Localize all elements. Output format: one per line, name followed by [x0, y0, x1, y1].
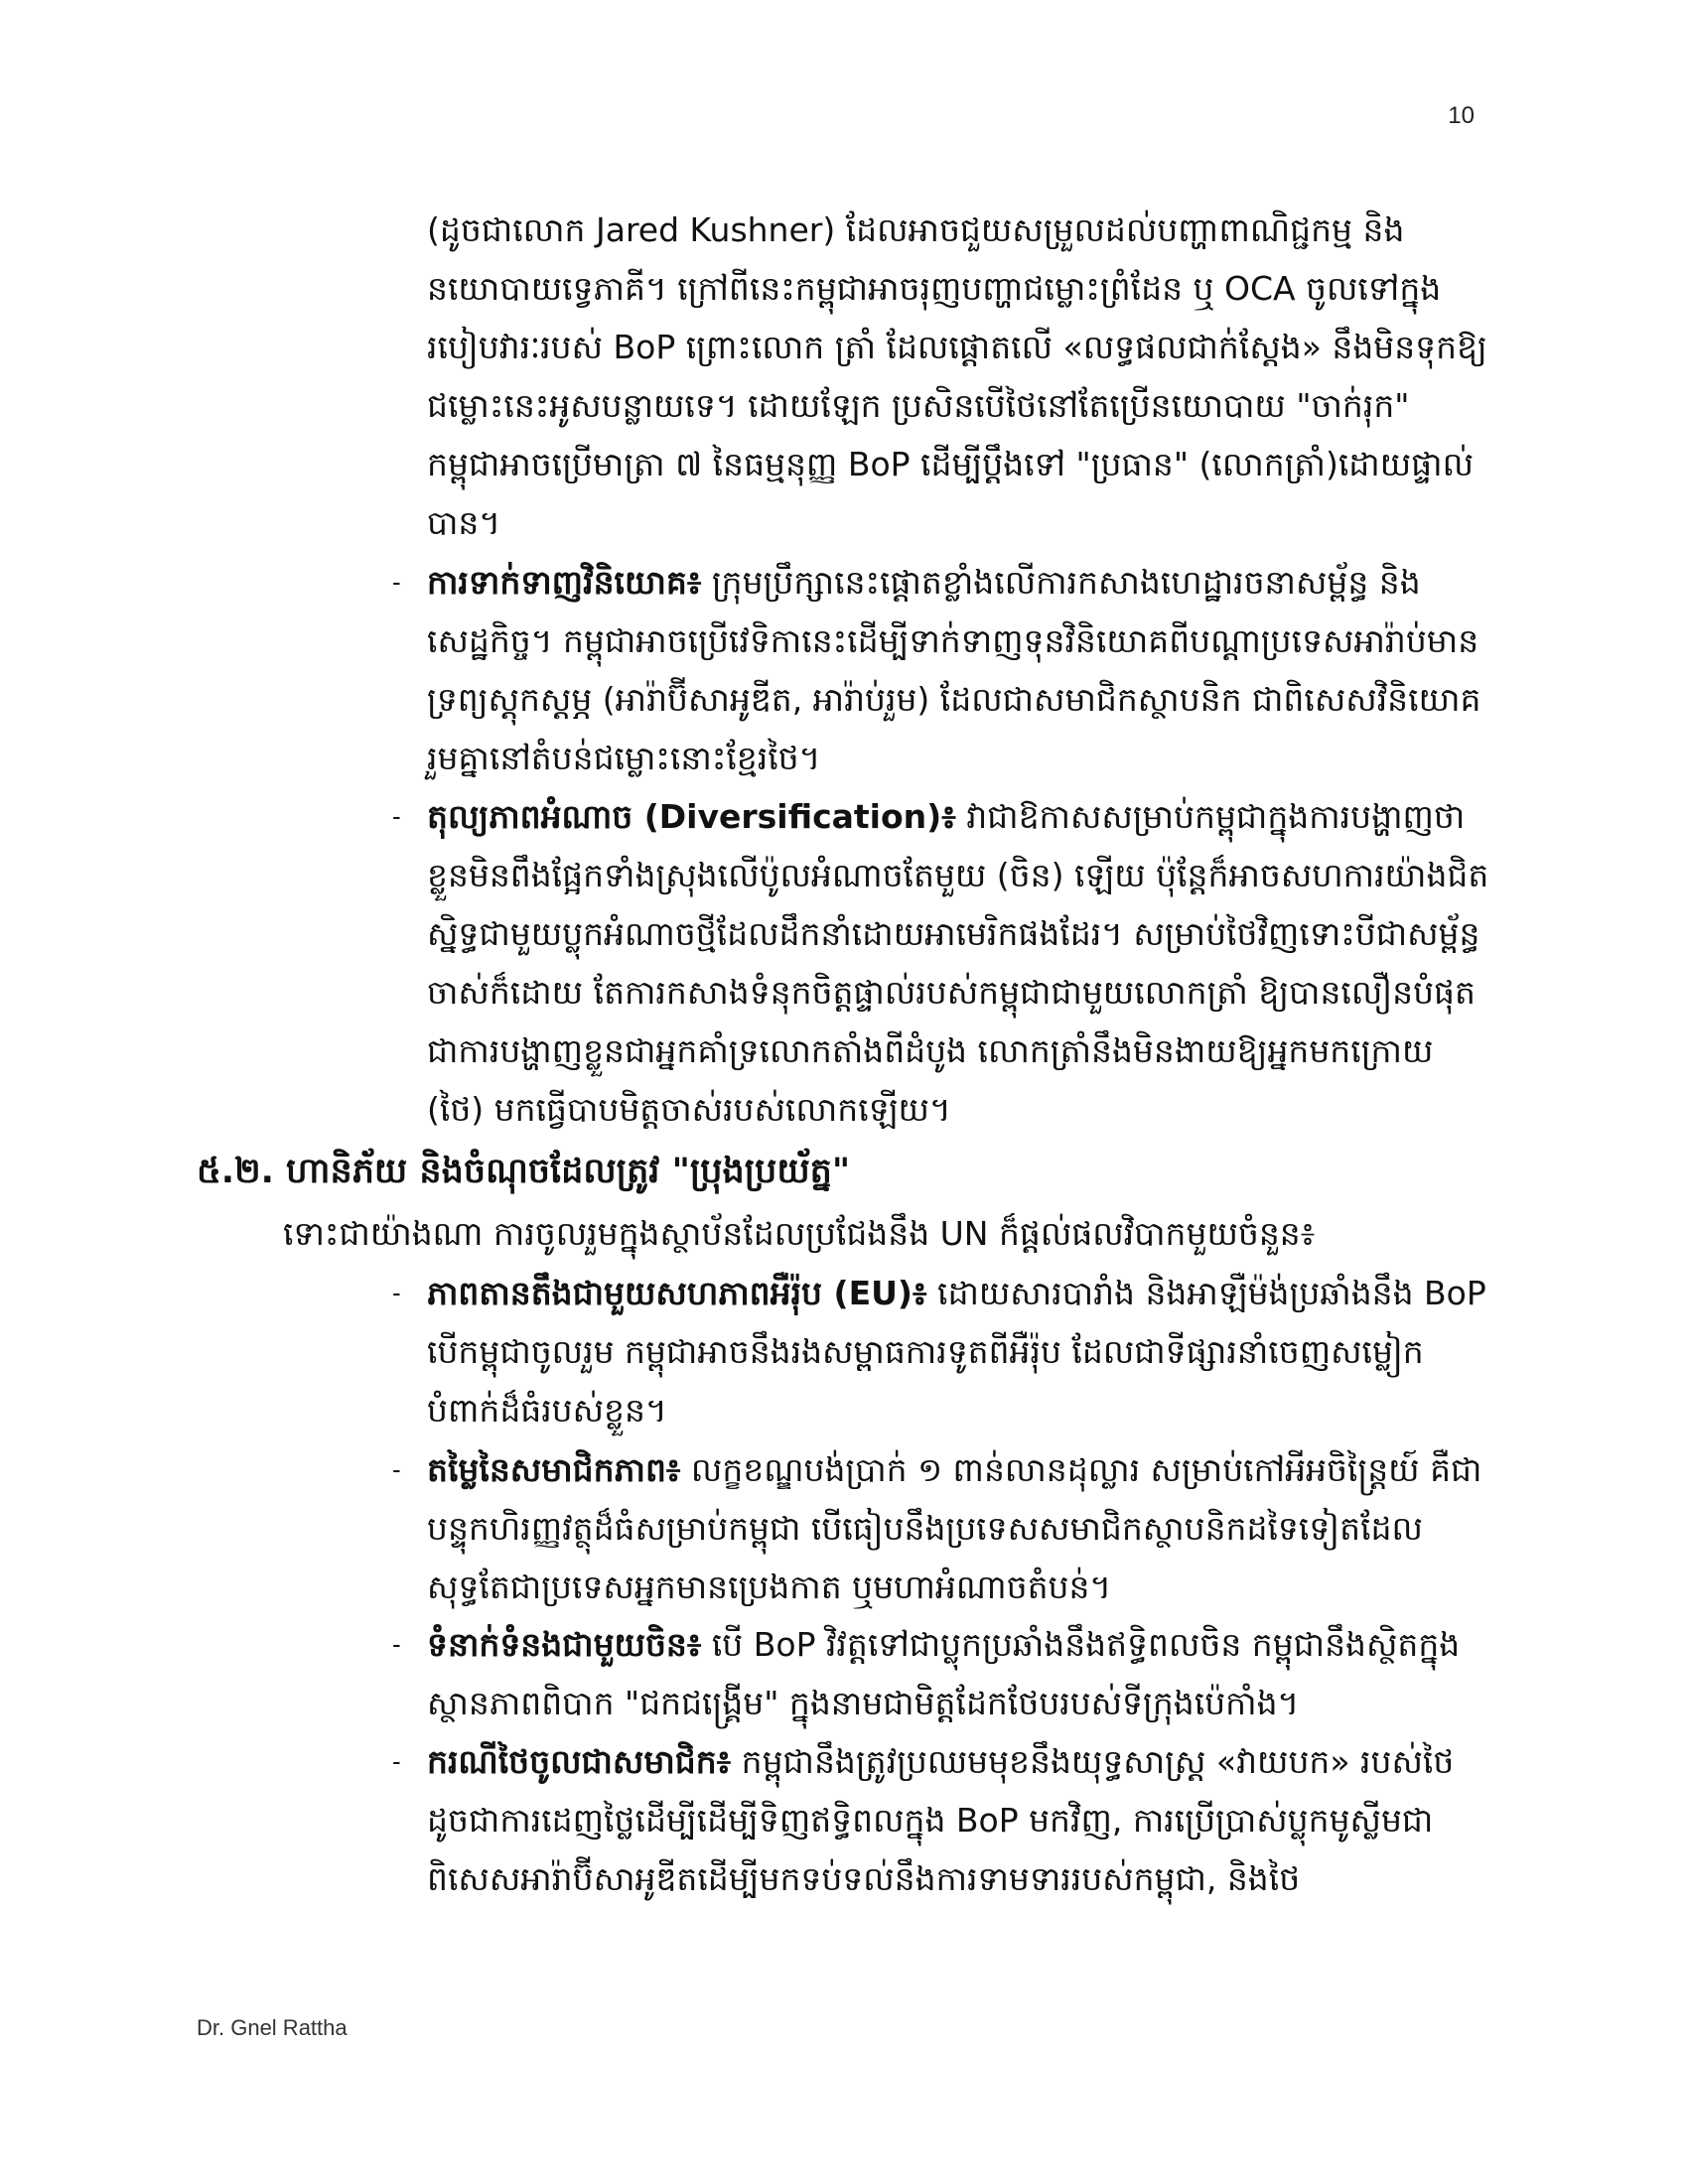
- bullet-dash: -: [392, 1278, 401, 1307]
- bullet-china-relations-body: បើ BoP វិវត្តទៅជាប្លុកប្រឆាំងនឹងឥទ្ធិពលចិន កម្ពុជានឹងស្ថិតក្នុងស្ថានភាពពិបាក "ជកជង្គ្រើម" ក្នុងនាមជាមិត្តដែកថែបរបស់ទីក្រុងប៉េកាំង។: [427, 1625, 1461, 1722]
- bullet-membership-cost-text: [427, 1440, 1489, 1616]
- bullet-investment-body: ក្រុមប្រឹក្សានេះផ្តោតខ្លាំងលើការកសាងហេដ្ឋារចនាសម្ព័ន្ធ និងសេដ្ឋកិច្ច។ កម្ពុជាអាចប្រើវេទិកានេះដើម្បីទាក់ទាញទុនវិនិយោគពីបណ្តាប្រទេសអារ៉ាប់មានទ្រព្យស្តុកស្តម្ភ (អារ៉ាប៊ីសាអូឌីត, អារ៉ាប់រួម) ដែលជាសមាជិកស្ថាបនិក ជាពិសេសវិនិយោគរួមគ្នានៅតំបន់ជម្លោះនោះខ្មែរថៃ។: [427, 563, 1481, 777]
- bullet-eu-tension-body: ដោយសារបារាំង និងអាឡឺម៉ង់ប្រឆាំងនឹង BoP បើកម្ពុជាចូលរួម កម្ពុជាអាចនឹងរងសម្ពាធការទូតពីអឺរ៉ុប ដែលជាទីផ្សារនាំចេញសម្លៀកបំពាក់ដ៏ធំរបស់ខ្លួន។: [427, 1274, 1486, 1430]
- bullet-dash: -: [392, 1746, 401, 1776]
- bullet-china-relations-text: [427, 1615, 1489, 1732]
- bullet-thailand-membership: [392, 1732, 1489, 1908]
- bullet-diversification-text: [427, 787, 1489, 1139]
- bullet-investment: [392, 553, 1489, 787]
- page-number: 10: [1448, 102, 1475, 129]
- bullet-dash: -: [392, 801, 401, 831]
- bullet-thailand-membership-title: ករណីថៃចូលជាសមាជិក៖: [427, 1742, 732, 1781]
- bullet-diversification-title: តុល្យភាពអំណាច (Diversification)៖: [427, 797, 956, 836]
- bullet-thailand-membership-body: កម្ពុជានឹងត្រូវប្រឈមមុខនឹងយុទ្ធសាស្ត្រ «វាយបក» របស់ថៃដូចជាការដេញថ្លៃដើម្បីដើម្បីទិញឥទ្ធិពលក្នុង BoP មកវិញ, ការប្រើប្រាស់ប្លុកមូស្លីមជាពិសេសអារ៉ាប៊ីសាអូឌីតដើម្បីមកទប់ទល់នឹងការទាមទាររបស់កម្ពុជា, និងថៃ: [427, 1742, 1455, 1898]
- bullet-china-relations-title: ទំនាក់ទំនងជាមួយចិន៖: [427, 1625, 702, 1664]
- bullet-thailand-membership-text: [427, 1732, 1489, 1908]
- bullet-diversification: [392, 787, 1489, 1139]
- section-intro: ទោះជាយ៉ាងណា ការចូលរួមក្នុងស្ថាប័នដែលប្រជែងនឹង UN ក៏ផ្តល់ផលវិបាកមួយចំនួន៖: [283, 1214, 1316, 1253]
- bullet-china-relations: [392, 1615, 1489, 1732]
- bullet-dash: -: [392, 567, 401, 597]
- bullet-dash: -: [392, 1454, 401, 1484]
- section-heading: ៥.២. ហានិភ័យ និងចំណុចដែលត្រូវ "ប្រុងប្រយ័ត្ន": [197, 1152, 851, 1191]
- bullet-eu-tension-text: [427, 1264, 1489, 1439]
- bullet-membership-cost-body: លក្ខខណ្ឌបង់ប្រាក់ ១ ពាន់លានដុល្លារ សម្រាប់កៅអីអចិន្ត្រៃយ៍ គឺជាបន្ទុកហិរញ្ញវត្ថុដ៏ធំសម្រាប់កម្ពុជា បើធៀបនឹងប្រទេសសមាជិកស្ថាបនិកដទៃទៀតដែលសុទ្ធតែជាប្រទេសអ្នកមានប្រេងកាត ឬមហាអំណាចតំបន់។: [427, 1450, 1482, 1606]
- footer-author: Dr. Gnel Rattha: [197, 2015, 348, 2040]
- bullet-membership-cost-title: តម្លៃនៃសមាជិកភាព៖: [427, 1450, 681, 1489]
- bullet-investment-title: ការទាក់ទាញវិនិយោគ៖: [427, 563, 702, 602]
- bullet-eu-tension-title: ភាពតានតឹងជាមួយសហភាពអឺរ៉ុប (EU)៖: [427, 1274, 927, 1312]
- opening-paragraph: (ដូចជាលោក Jared Kushner) ដែលអាចជួយសម្រួលដល់បញ្ហាពាណិជ្ជកម្ម និងនយោបាយទ្វេភាគី។ ក្រៅពីនេះកម្ពុជាអាចរុញបញ្ហាជម្លោះព្រំដែន ឬ OCA ចូលទៅក្នុងរបៀបវារៈរបស់ BoP ព្រោះលោក ត្រាំ ដែលផ្តោតលើ «លទ្ធផលជាក់ស្តែង» នឹងមិនទុកឱ្យជម្លោះនេះអូសបន្លាយទេ។ ដោយឡែក ប្រសិនបើថៃនៅតែប្រើនយោបាយ "ចាក់រុក" កម្ពុជាអាចប្រើមាត្រា ៧ នៃធម្មនុញ្ញ BoP ដើម្បីប្តឹងទៅ "ប្រធាន" (លោកត្រាំ)ដោយផ្ទាល់បាន។: [427, 210, 1487, 542]
- bullet-investment-text: [427, 553, 1489, 787]
- bullet-dash: -: [392, 1629, 401, 1659]
- bullet-membership-cost: [392, 1440, 1489, 1616]
- bullet-diversification-body: វាជាឱកាសសម្រាប់កម្ពុជាក្នុងការបង្ហាញថាខ្លួនមិនពឹងផ្អែកទាំងស្រុងលើប៉ូលអំណាចតែមួយ (ចិន) ឡើយ ប៉ុន្តែក៏អាចសហការយ៉ាងជិតស្និទ្ធជាមួយប្លុកអំណាចថ្មីដែលដឹកនាំដោយអាមេរិកផងដែរ។ សម្រាប់ថៃវិញទោះបីជាសម្ព័ន្ធចាស់ក៏ដោយ តែការកសាងទំនុកចិត្តផ្ទាល់របស់កម្ពុជាជាមួយលោកត្រាំ ឱ្យបានលឿនបំផុត ជាការបង្ហាញខ្លួនជាអ្នកគាំទ្រលោកតាំងពីដំបូង លោកត្រាំនឹងមិនងាយឱ្យអ្នកមកក្រោយ (ថៃ) មកធ្វើបាបមិត្តចាស់របស់លោកឡើយ។: [427, 797, 1489, 1129]
- bullet-eu-tension: [392, 1264, 1489, 1439]
